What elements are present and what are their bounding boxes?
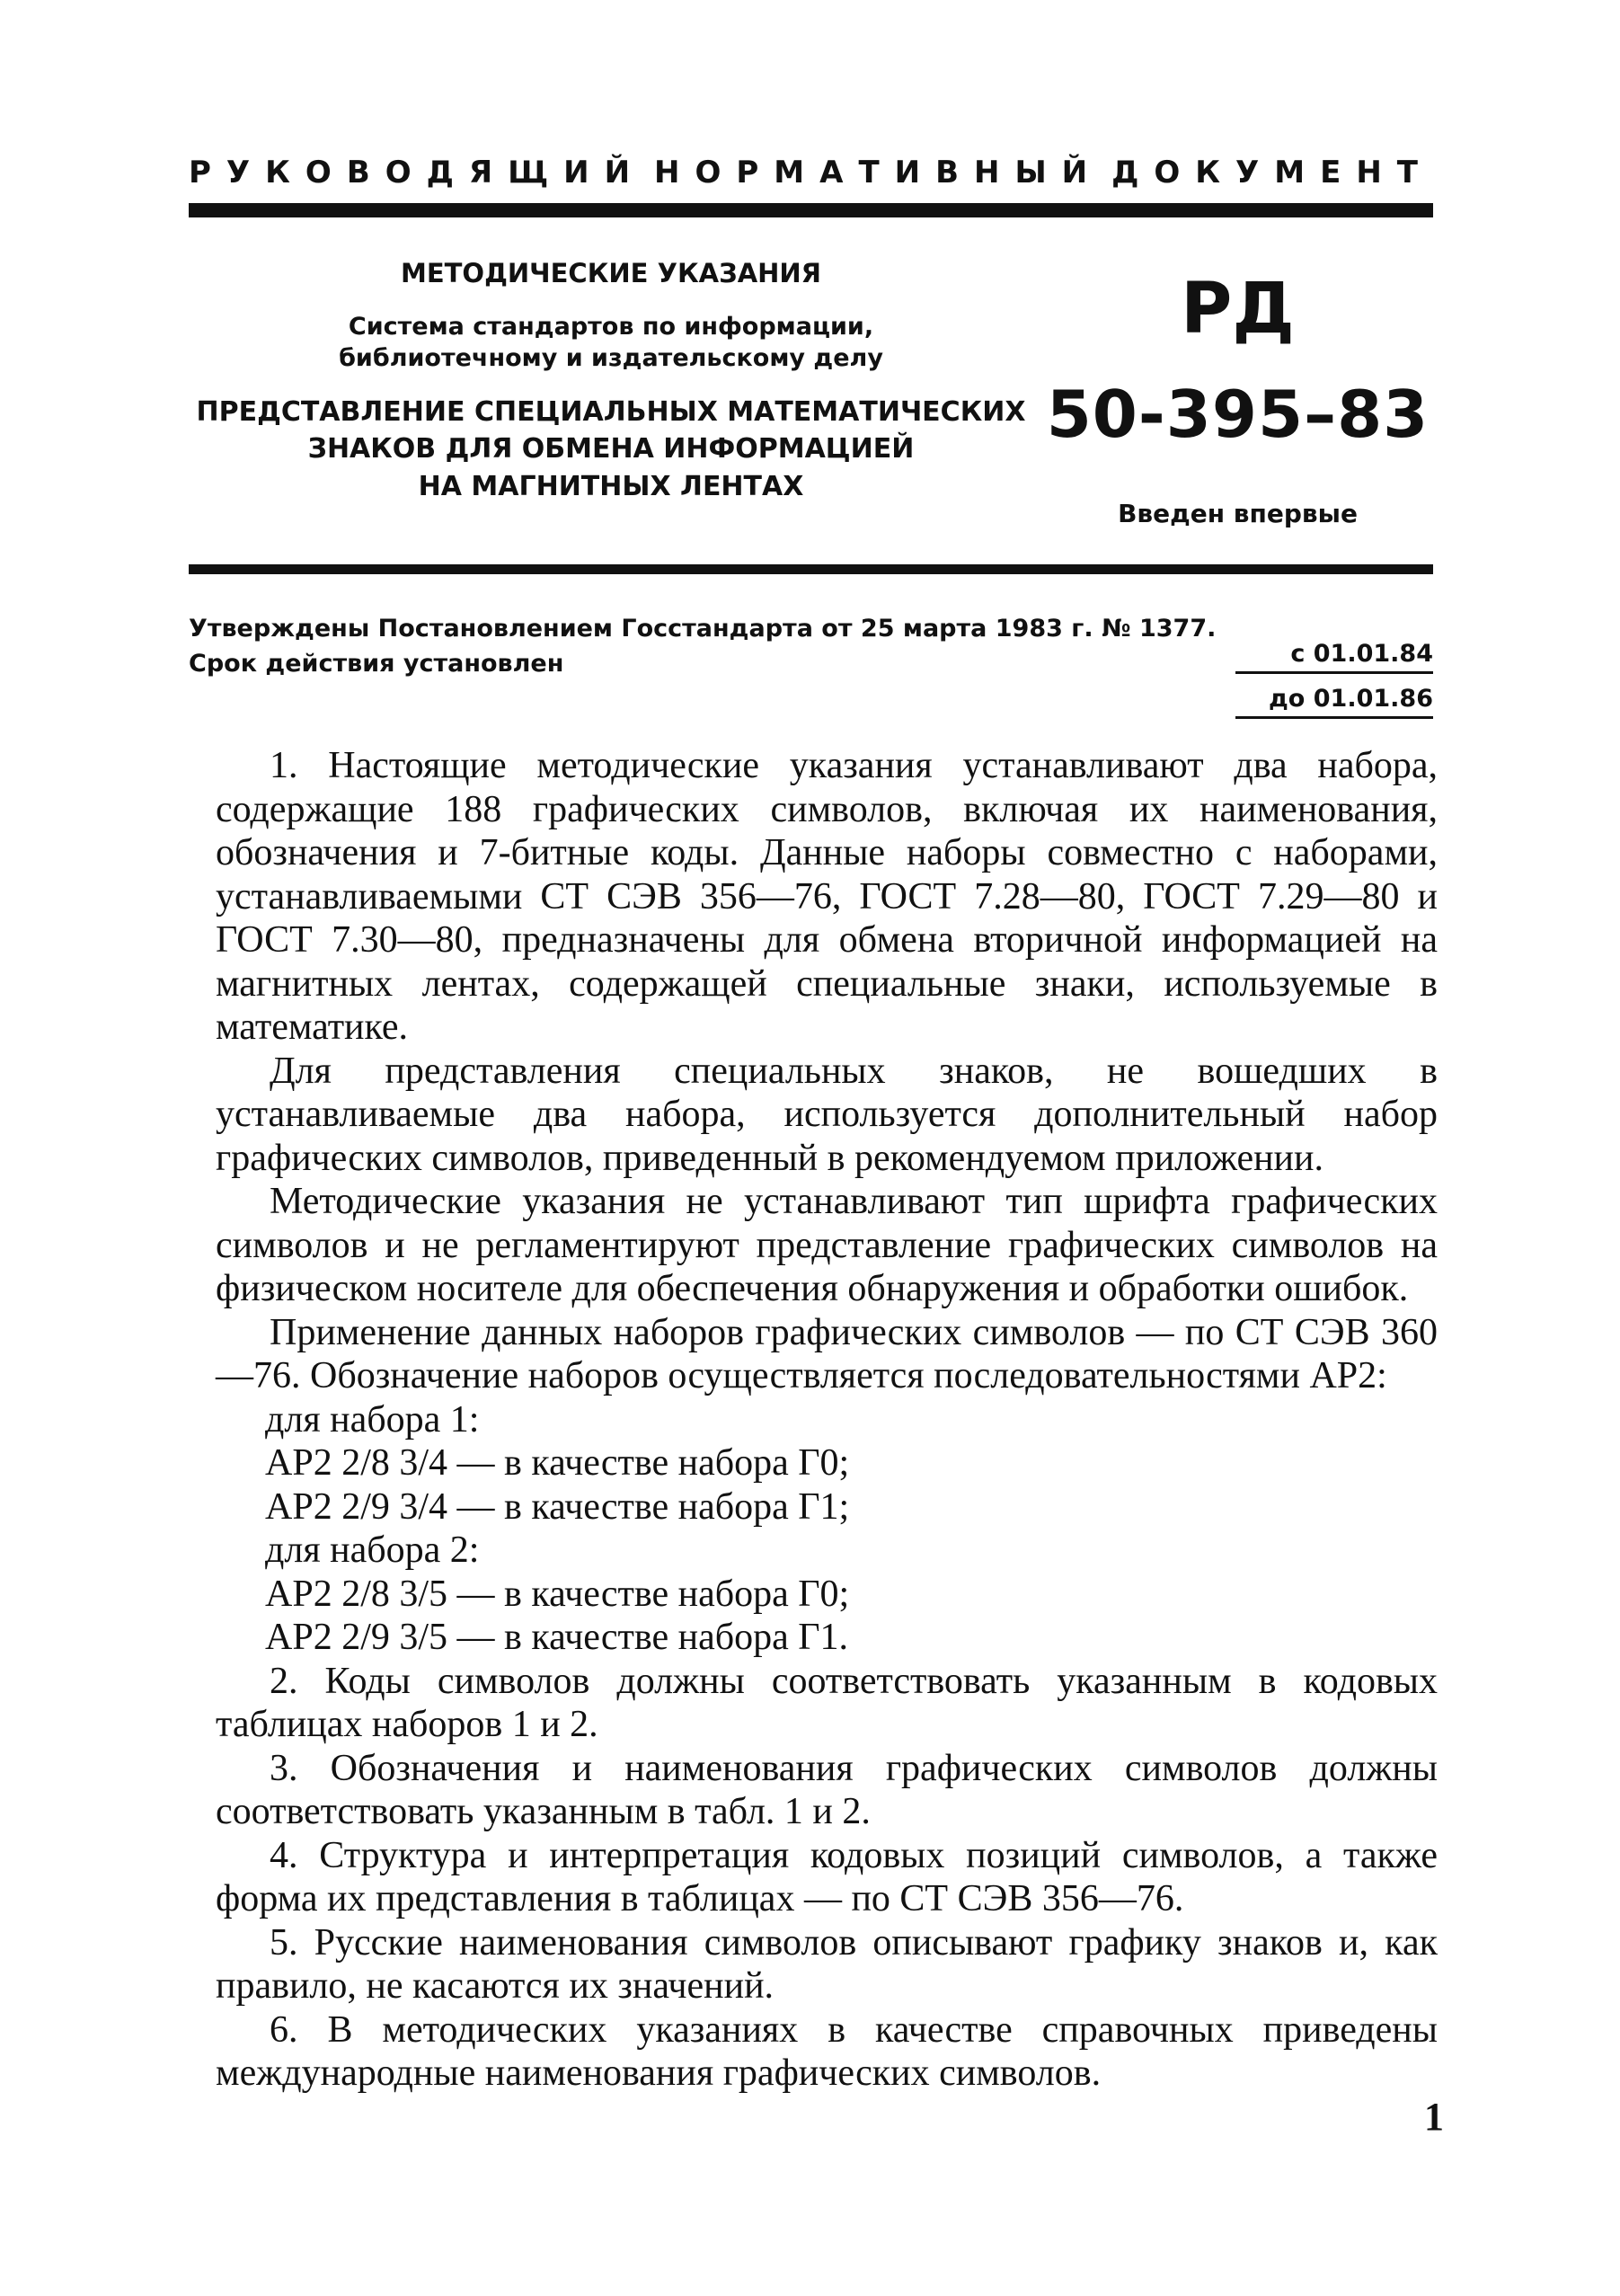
validity-dates [1235,640,1433,730]
valid-from: с 01.01.84 [1235,640,1433,674]
set-label: для набора 2: [265,1529,480,1571]
set-sequence: АР2 2/8 3/5 — в качестве набора Г0; [265,1573,850,1615]
title-line: ЗНАКОВ ДЛЯ ОБМЕНА ИНФОРМАЦИЕЙ [307,433,915,465]
approval-line: Утверждены Постановлением Госстандарта от 25 марта 1983 г. № 1377. [189,615,1217,643]
introduced-note: Введен впервые [1118,499,1358,528]
validity-label: Срок действия установлен [189,650,564,678]
page-number: 1 [1424,2095,1444,2139]
banner-word: НОРМАТИВНЫЙ [654,155,1103,191]
title-line: НА МАГНИТНЫХ ЛЕНТАХ [418,470,804,502]
document-type-banner [189,155,1433,191]
document-title [189,394,1033,505]
paragraph: 4. Структура и интерпретация кодовых позиций символов, а также форма их представления в таблицах — по СТ СЭВ 356—76. [216,1834,1438,1919]
approval-block [189,611,1216,681]
heading-divider [189,564,1433,574]
system-line: Система стандартов по информации, [348,312,874,341]
paragraph: 6. В методических указаниях в качестве справочных приведены международные наименования графических символов. [216,2008,1438,2094]
paragraph: Применение данных наборов графических символов — по СТ СЭВ 360—76. Обозначение наборов осуществляется последовательностями АР2: [216,1311,1438,1396]
paragraph: 3. Обозначения и наименования графических символов должны соответствовать указанным в табл. 1 и 2. [216,1747,1438,1832]
paragraph: 1. Настоящие методические указания устанавливают два набора, содержащие 188 графических символов, включая их наименования, обозначения и 7-битные коды. Данные наборы совместно с наборами, устанавливаемыми СТ СЭВ 356—76, ГОСТ 7.28—80, ГОСТ 7.29—80 и ГОСТ 7.30—80, предназначены для обмена вторичной информацией на магнитных лентах, содержащей специальные знаки, используемые в математике. [216,745,1438,1048]
set-sequence: АР2 2/9 3/4 — в качестве набора Г1; [265,1485,850,1528]
document-heading [189,256,1033,505]
document-designation [1042,256,1433,528]
system-line: библиотечному и издательскому делу [339,343,883,372]
top-divider [189,203,1433,217]
banner-word: ДОКУМЕНТ [1111,155,1433,191]
title-line: ПРЕДСТАВЛЕНИЕ СПЕЦИАЛЬНЫХ МАТЕМАТИЧЕСКИХ [196,395,1026,428]
main-text [216,744,1438,2096]
set-sequence: АР2 2/8 3/4 — в качестве набора Г0; [265,1442,850,1484]
banner-word: РУКОВОДЯЩИЙ [189,155,646,191]
paragraph: 5. Русские наименования символов описывают графику знаков и, как правило, не касаются их значений. [216,1921,1438,2007]
valid-to: до 01.01.86 [1235,685,1433,719]
set-sequence: АР2 2/9 3/5 — в качестве набора Г1. [265,1617,849,1658]
paragraph: Для представления специальных знаков, не вошедших в устанавливаемые два набора, используется дополнительный набор графических символов, приведенный в рекомендуемом приложении. [216,1050,1438,1179]
paragraph: 2. Коды символов должны соответствовать указанным в кодовых таблицах наборов 1 и 2. [216,1660,1438,1745]
rd-number: 50-395–83 [1046,377,1430,452]
method-title: МЕТОДИЧЕСКИЕ УКАЗАНИЯ [400,258,822,288]
set-label: для набора 1: [265,1398,480,1441]
paragraph: Методические указания не устанавливают тип шрифта графических символов и не регламентируют представление графических символов на физическом носителе для обеспечения обнаружения и обработки ошибок. [216,1181,1438,1309]
rd-label: РД [1181,269,1295,350]
system-name [189,311,1033,374]
